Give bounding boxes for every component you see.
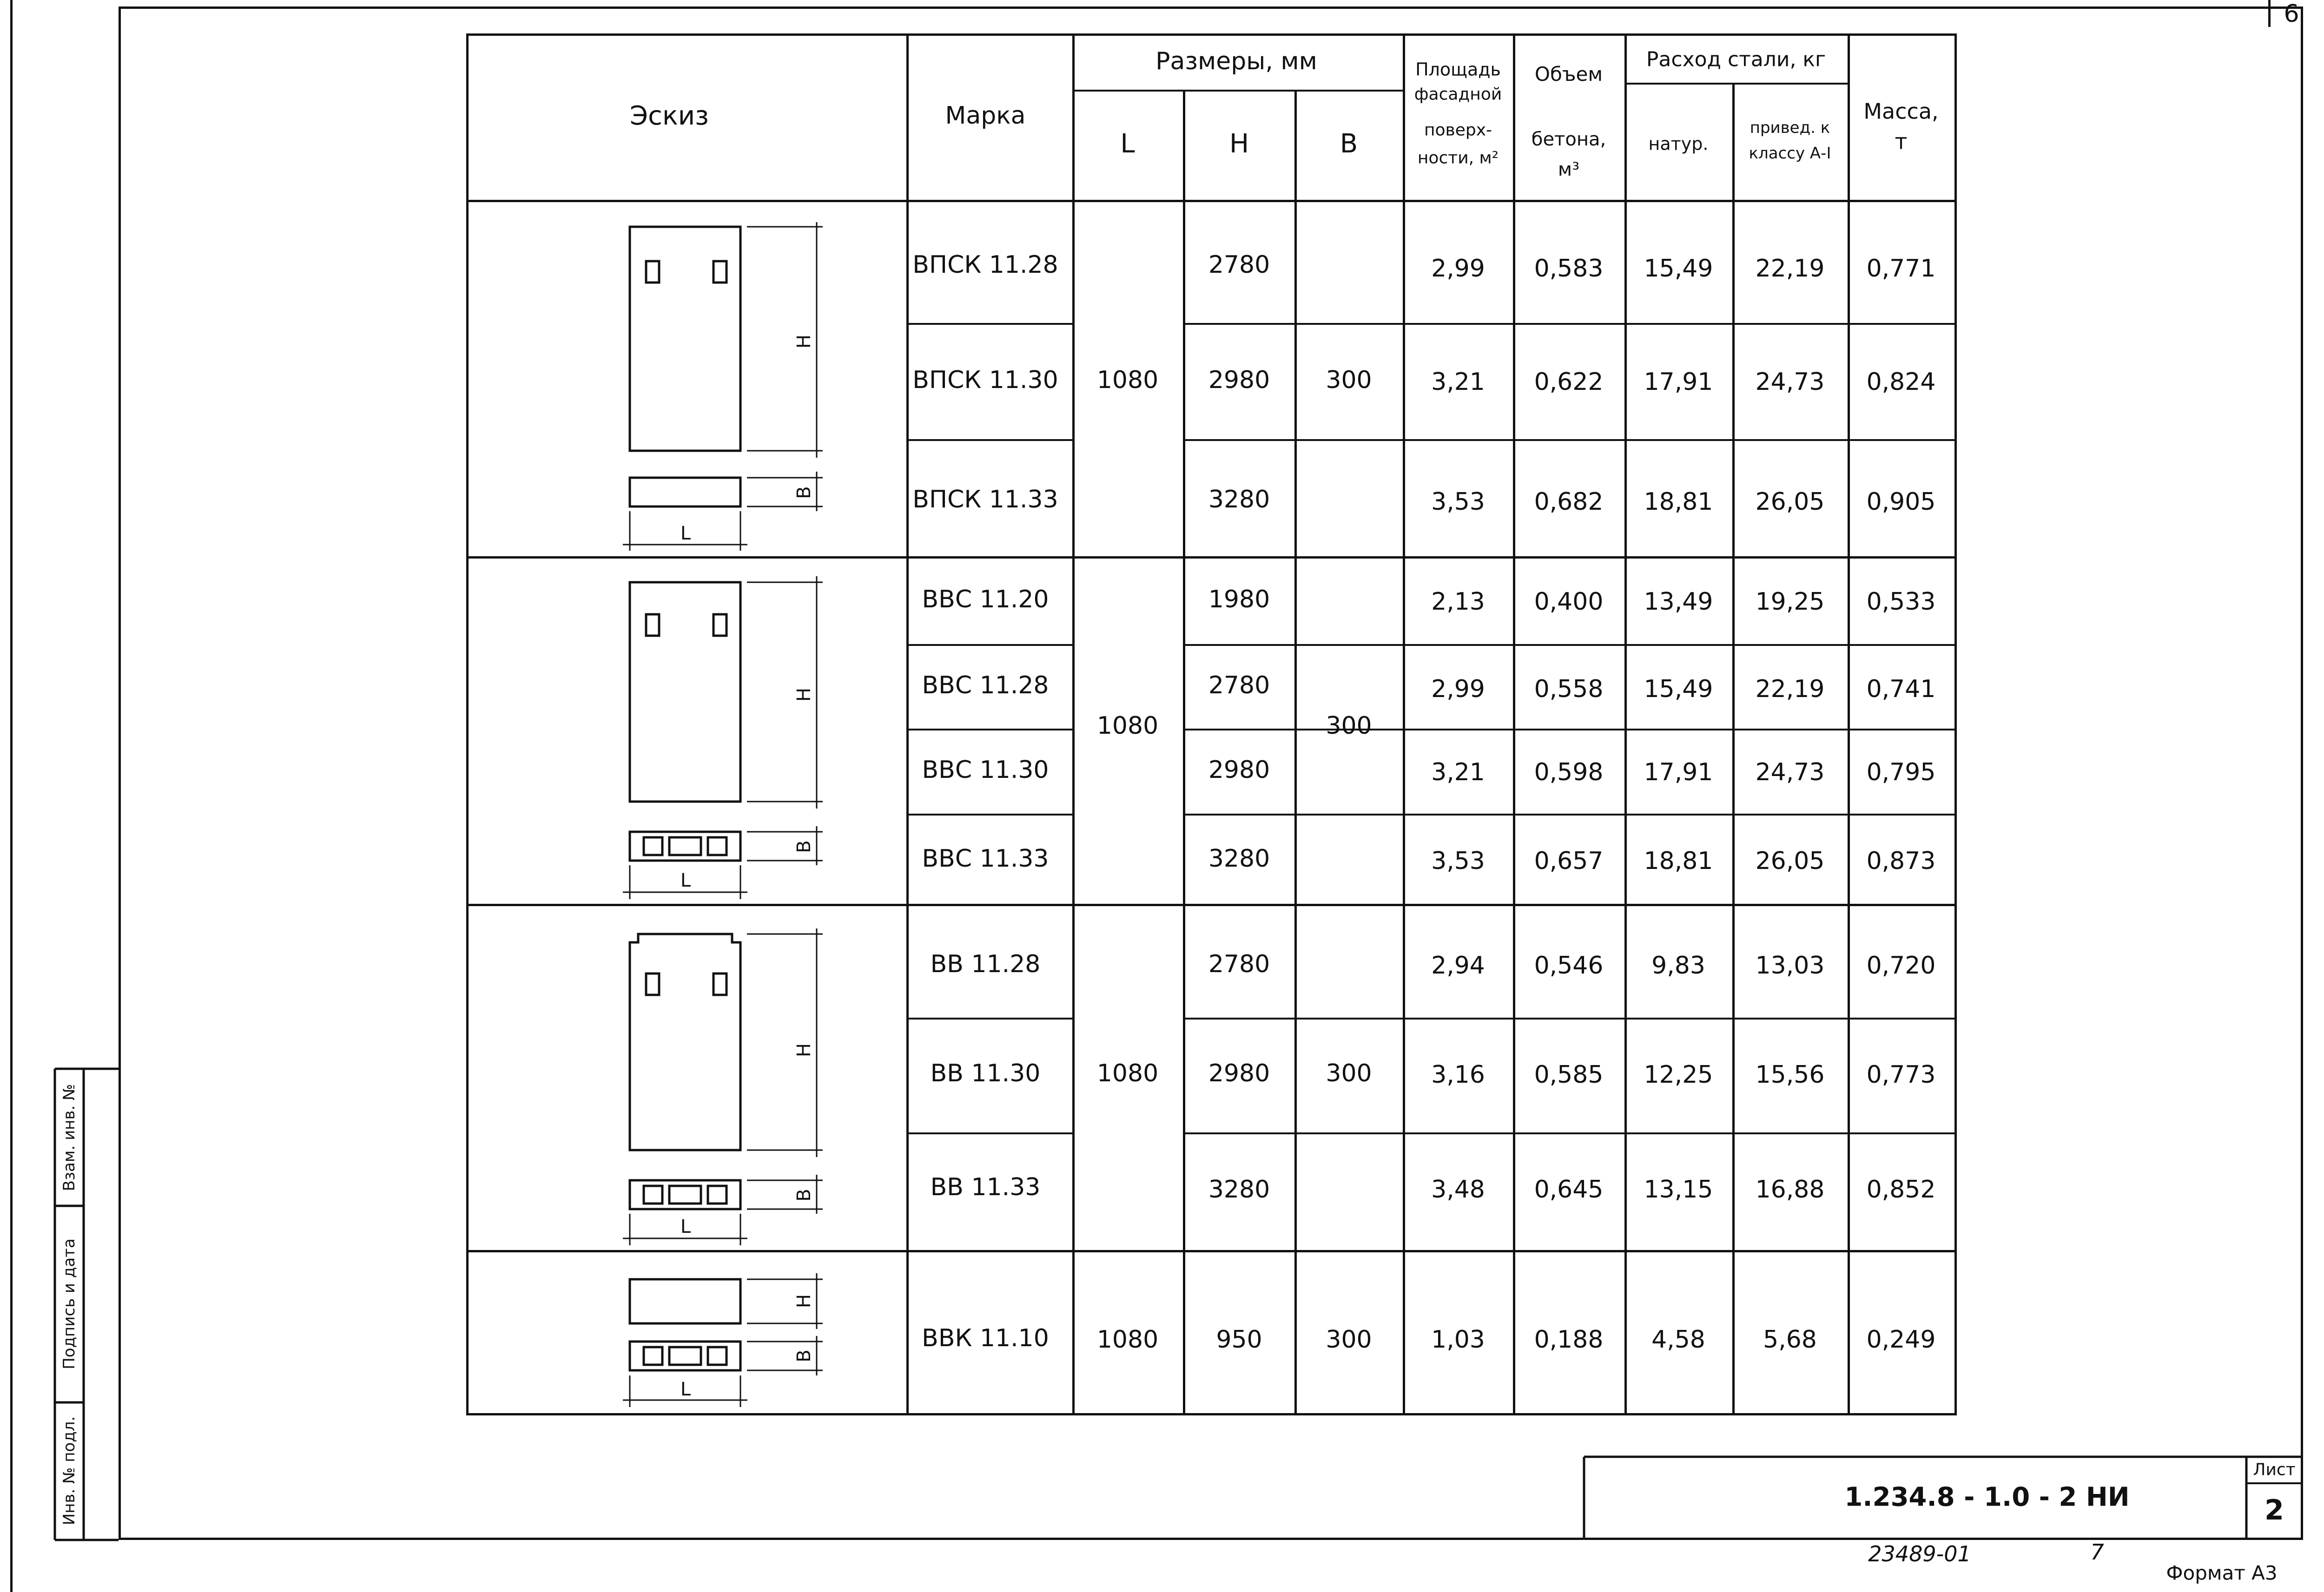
row-line-2b bbox=[1183, 439, 1403, 441]
row-5-h: 2980 bbox=[1208, 756, 1270, 784]
table-top-line bbox=[466, 33, 1957, 36]
header-dim-h: H bbox=[1229, 128, 1249, 159]
header-steel-reduced-2: классу А-I bbox=[1749, 144, 1831, 163]
title-block-sheet-number: 2 bbox=[2265, 1494, 2284, 1526]
row-6-steel-nat: 18,81 bbox=[1644, 847, 1713, 875]
row-line-5 bbox=[906, 729, 1074, 730]
group-3-l: 1080 bbox=[1096, 1326, 1159, 1354]
row-7-h: 2780 bbox=[1208, 950, 1270, 978]
row-line-4c bbox=[1403, 644, 1957, 646]
row-4-steel-nat: 15,49 bbox=[1644, 675, 1713, 703]
row-5-steel-red: 24,73 bbox=[1755, 758, 1825, 786]
row-3-mark: ВВС 11.20 bbox=[922, 585, 1049, 613]
col-line-9 bbox=[1848, 33, 1850, 1415]
row-1-steel-red: 24,73 bbox=[1755, 368, 1825, 396]
col-line-0 bbox=[466, 33, 469, 1415]
row-8-area: 3,16 bbox=[1431, 1061, 1485, 1089]
row-2-steel-red: 26,05 bbox=[1755, 488, 1825, 516]
steel-subheader-line bbox=[1624, 83, 1848, 85]
row-9-steel-nat: 13,15 bbox=[1644, 1176, 1713, 1204]
group-1-l: 1080 bbox=[1096, 712, 1159, 740]
sketch-vvs-h-label: H bbox=[793, 687, 815, 702]
row-1-h: 2980 bbox=[1208, 366, 1270, 394]
row-4-mark: ВВС 11.28 bbox=[922, 671, 1049, 699]
row-2-mark: ВПСК 11.33 bbox=[912, 486, 1058, 513]
row-line-2 bbox=[906, 439, 1074, 441]
row-line-2c bbox=[1403, 439, 1957, 441]
row-8-steel-nat: 12,25 bbox=[1644, 1061, 1713, 1089]
row-2-mass: 0,905 bbox=[1866, 488, 1936, 516]
row-10-mass: 0,249 bbox=[1866, 1326, 1936, 1354]
row-5-area: 3,21 bbox=[1431, 758, 1485, 786]
page-left-edge bbox=[10, 0, 13, 1592]
sketch-vv-b-label: B bbox=[793, 1189, 815, 1202]
row-10-steel-nat: 4,58 bbox=[1651, 1326, 1705, 1354]
col-line-2 bbox=[1072, 33, 1075, 1415]
col-line-8 bbox=[1732, 83, 1735, 1415]
col-line-7 bbox=[1624, 33, 1627, 1415]
row-line-8 bbox=[906, 1018, 1074, 1020]
header-dim-b: B bbox=[1340, 128, 1358, 159]
header-mass-1: Масса, bbox=[1863, 99, 1939, 124]
row-line-4b bbox=[1183, 644, 1403, 646]
group-0-b: 300 bbox=[1326, 366, 1372, 394]
col-line-1 bbox=[906, 33, 909, 1415]
row-line-1c bbox=[1403, 323, 1957, 325]
row-0-mark: ВПСК 11.28 bbox=[912, 251, 1058, 279]
row-4-mass: 0,741 bbox=[1866, 675, 1936, 703]
side-stamp-signature-date: Подпись и дата bbox=[60, 1238, 79, 1369]
header-volume-2: бетона, bbox=[1531, 129, 1606, 150]
row-7-steel-nat: 9,83 bbox=[1651, 952, 1705, 980]
row-6-area: 3,53 bbox=[1431, 847, 1485, 875]
row-10-volume: 0,188 bbox=[1534, 1326, 1604, 1354]
header-dim-l: L bbox=[1120, 128, 1135, 159]
group-2-b: 300 bbox=[1326, 1059, 1372, 1087]
col-line-6 bbox=[1513, 33, 1515, 1415]
row-line-9 bbox=[906, 1132, 1074, 1134]
header-area-4: ности, м² bbox=[1417, 148, 1499, 168]
row-line-5c bbox=[1403, 729, 1957, 730]
header-dimensions: Размеры, мм bbox=[1155, 47, 1317, 76]
row-6-mass: 0,873 bbox=[1866, 847, 1936, 875]
header-area-1: Площадь bbox=[1415, 59, 1501, 80]
row-line-6c bbox=[1403, 814, 1957, 816]
row-5-mass: 0,795 bbox=[1866, 758, 1936, 786]
row-0-volume: 0,583 bbox=[1534, 255, 1604, 283]
sheet-corner-number: 6 bbox=[2284, 0, 2299, 28]
row-10-mark: ВВК 11.10 bbox=[922, 1324, 1049, 1352]
sketch-vvk-plan bbox=[623, 1336, 823, 1407]
row-8-steel-red: 15,56 bbox=[1755, 1061, 1825, 1089]
row-7-mass: 0,720 bbox=[1866, 952, 1936, 980]
header-mark: Марка bbox=[945, 102, 1026, 130]
row-1-mass: 0,824 bbox=[1866, 368, 1936, 396]
row-3-area: 2,13 bbox=[1431, 588, 1485, 616]
side-stamp-inv-original: Инв. № подл. bbox=[60, 1416, 79, 1526]
sketch-vpsk-h-label: H bbox=[793, 334, 815, 349]
header-area-3: поверх- bbox=[1424, 120, 1492, 140]
row-10-area: 1,03 bbox=[1431, 1326, 1485, 1354]
group-2-l: 1080 bbox=[1096, 1059, 1159, 1087]
title-block-code: 1.234.8 - 1.0 - 2 НИ bbox=[1844, 1482, 2130, 1513]
header-steel-reduced-1: привед. к bbox=[1750, 118, 1830, 137]
row-1-volume: 0,622 bbox=[1534, 368, 1604, 396]
row-line-9c bbox=[1403, 1132, 1957, 1134]
frame-right-line bbox=[2301, 7, 2303, 1540]
row-line-9b bbox=[1183, 1132, 1403, 1134]
col-line-5 bbox=[1403, 33, 1405, 1415]
footer-stamp-page: 7 bbox=[2090, 1539, 2104, 1565]
sketch-vvs-plan bbox=[623, 826, 823, 899]
row-line-6 bbox=[906, 814, 1074, 816]
sketch-vvk-h-label: H bbox=[793, 1294, 815, 1309]
row-9-mark: ВВ 11.33 bbox=[930, 1173, 1041, 1201]
row-5-steel-nat: 17,91 bbox=[1644, 758, 1713, 786]
row-9-h: 3280 bbox=[1208, 1176, 1270, 1204]
row-10-h: 950 bbox=[1216, 1326, 1262, 1354]
row-line-4 bbox=[906, 644, 1074, 646]
side-stamp-replacement-inv: Взам. инв. № bbox=[60, 1084, 79, 1191]
row-5-mark: ВВС 11.30 bbox=[922, 756, 1049, 784]
header-volume-3: м³ bbox=[1558, 159, 1580, 180]
row-2-h: 3280 bbox=[1208, 486, 1270, 513]
row-8-volume: 0,585 bbox=[1534, 1061, 1604, 1089]
frame-top-line bbox=[119, 7, 2301, 9]
row-0-mass: 0,771 bbox=[1866, 255, 1936, 283]
row-2-area: 3,53 bbox=[1431, 488, 1485, 516]
dim-subheader-line bbox=[1072, 90, 1403, 92]
sketch-vpsk-b-label: B bbox=[793, 486, 815, 499]
row-1-area: 3,21 bbox=[1431, 368, 1485, 396]
footer-stamp-number: 23489-01 bbox=[1868, 1541, 1971, 1566]
row-9-mass: 0,852 bbox=[1866, 1176, 1936, 1204]
frame-bottom-line bbox=[119, 1538, 2303, 1540]
row-5-volume: 0,598 bbox=[1534, 758, 1604, 786]
row-8-h: 2980 bbox=[1208, 1059, 1270, 1087]
row-6-steel-red: 26,05 bbox=[1755, 847, 1825, 875]
row-0-steel-red: 22,19 bbox=[1755, 255, 1825, 283]
row-2-steel-nat: 18,81 bbox=[1644, 488, 1713, 516]
sketch-vvs-b-label: B bbox=[793, 840, 815, 853]
row-0-h: 2780 bbox=[1208, 251, 1270, 279]
row-3-volume: 0,400 bbox=[1534, 588, 1604, 616]
title-block-sheet-label: Лист bbox=[2253, 1460, 2296, 1480]
group-3-b: 300 bbox=[1326, 1326, 1372, 1354]
row-7-mark: ВВ 11.28 bbox=[930, 950, 1041, 978]
sketch-vpsk-plan bbox=[623, 472, 823, 551]
row-9-steel-red: 16,88 bbox=[1755, 1176, 1825, 1204]
header-steel-natural: натур. bbox=[1648, 133, 1709, 154]
row-7-steel-red: 13,03 bbox=[1755, 952, 1825, 980]
group-1-b: 300 bbox=[1326, 712, 1372, 740]
row-0-area: 2,99 bbox=[1431, 255, 1485, 283]
header-mass-2: т bbox=[1895, 129, 1908, 154]
header-area-2: фасадной bbox=[1414, 85, 1502, 104]
row-line-8c bbox=[1403, 1018, 1957, 1020]
row-6-mark: ВВС 11.33 bbox=[922, 845, 1049, 873]
sketch-vv-plan bbox=[623, 1175, 823, 1245]
sketch-vvk-b-label: B bbox=[793, 1349, 815, 1362]
header-volume-1: Объем bbox=[1534, 62, 1603, 86]
row-4-h: 2780 bbox=[1208, 671, 1270, 699]
sketch-vvk-l-label: L bbox=[680, 1379, 691, 1400]
row-line-8b bbox=[1183, 1018, 1403, 1020]
sketch-vv-l-label: L bbox=[680, 1216, 691, 1237]
col-line-4 bbox=[1294, 90, 1297, 1415]
row-7-area: 2,94 bbox=[1431, 952, 1485, 980]
row-line-1b bbox=[1183, 323, 1403, 325]
sketch-vv-h-label: H bbox=[793, 1043, 815, 1058]
row-0-steel-nat: 15,49 bbox=[1644, 255, 1713, 283]
col-line-10 bbox=[1954, 33, 1957, 1415]
row-3-steel-nat: 13,49 bbox=[1644, 588, 1713, 616]
row-8-mark: ВВ 11.30 bbox=[930, 1059, 1041, 1087]
row-8-mass: 0,773 bbox=[1866, 1061, 1936, 1089]
row-4-steel-red: 22,19 bbox=[1755, 675, 1825, 703]
row-7-volume: 0,546 bbox=[1534, 952, 1604, 980]
row-9-area: 3,48 bbox=[1431, 1176, 1485, 1204]
row-line-6b bbox=[1183, 814, 1403, 816]
header-sketch: Эскиз bbox=[630, 100, 709, 131]
corner-box-left bbox=[2268, 0, 2271, 27]
frame-left-line bbox=[119, 7, 121, 1540]
row-3-steel-red: 19,25 bbox=[1755, 588, 1825, 616]
sketch-vpsk-l-label: L bbox=[680, 523, 691, 544]
footer-format: Формат А3 bbox=[2166, 1561, 2278, 1585]
row-1-steel-nat: 17,91 bbox=[1644, 368, 1713, 396]
row-2-volume: 0,682 bbox=[1534, 488, 1604, 516]
row-4-area: 2,99 bbox=[1431, 675, 1485, 703]
header-steel: Расход стали, кг bbox=[1646, 47, 1826, 72]
row-6-h: 3280 bbox=[1208, 845, 1270, 873]
group-0-l: 1080 bbox=[1096, 366, 1159, 394]
row-10-steel-red: 5,68 bbox=[1763, 1326, 1817, 1354]
row-3-h: 1980 bbox=[1208, 585, 1270, 613]
row-4-volume: 0,558 bbox=[1534, 675, 1604, 703]
row-1-mark: ВПСК 11.30 bbox=[912, 366, 1058, 394]
row-line-1 bbox=[906, 323, 1074, 325]
row-9-volume: 0,645 bbox=[1534, 1176, 1604, 1204]
col-line-3 bbox=[1183, 90, 1185, 1415]
row-6-volume: 0,657 bbox=[1534, 847, 1604, 875]
row-3-mass: 0,533 bbox=[1866, 588, 1936, 616]
sketch-vvs-l-label: L bbox=[680, 870, 691, 891]
